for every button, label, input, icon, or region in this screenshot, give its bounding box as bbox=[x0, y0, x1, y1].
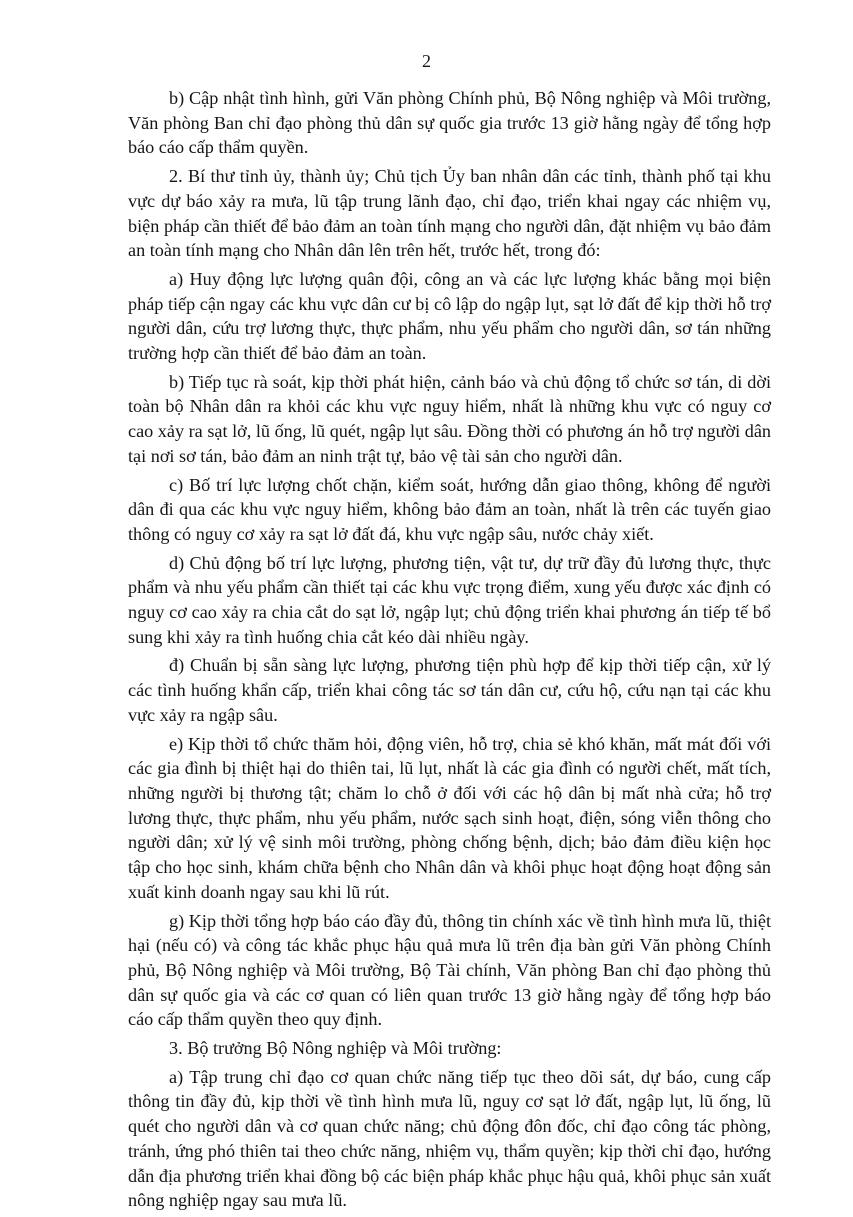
paragraph-2c-traffic-control: c) Bố trí lực lượng chốt chặn, kiểm soát, hướng dẫn giao thông, không để người dân đi qua các khu vực nguy hiểm, không bảo đảm an toàn, nhất là trên các tuyến giao thông có nguy cơ xảy ra sạt lở đất đá, khu vực ngập sâu, nước chảy xiết. bbox=[128, 474, 771, 544]
paragraph-3a-forecast-direction: a) Tập trung chỉ đạo cơ quan chức năng tiếp tục theo dõi sát, dự báo, cung cấp thông tin đầy đủ, kịp thời về tình hình mưa lũ, nguy cơ sạt lở đất, ngập lụt, lũ ống, lũ quét cho người dân và cơ quan chức năng; chủ động đôn đốc, chỉ đạo công tác phòng, tránh, ứng phó thiên tai theo chức năng, nhiệm vụ, thẩm quyền; kịp thời chỉ đạo, hướng dẫn địa phương triển khai đồng bộ các biện pháp khắc phục hậu quả, khôi phục sản xuất nông nghiệp ngay sau mưa lũ. bbox=[128, 1066, 771, 1211]
page-number: 2 bbox=[422, 51, 431, 71]
paragraph-2-provincial-leaders: 2. Bí thư tỉnh ủy, thành ủy; Chủ tịch Ủy ban nhân dân các tỉnh, thành phố tại khu vực dự báo xảy ra mưa, lũ tập trung lãnh đạo, chỉ đạo, triển khai ngay các nhiệm vụ, biện pháp cần thiết để bảo đảm an toàn tính mạng cho người dân, đặt nhiệm vụ bảo đảm an toàn tính mạng cho Nhân dân lên trên hết, trước hết, trong đó: bbox=[128, 166, 771, 261]
paragraph-2g-reporting: g) Kịp thời tổng hợp báo cáo đầy đủ, thông tin chính xác về tình hình mưa lũ, thiệt hại (nếu có) và công tác khắc phục hậu quả mưa lũ trên địa bàn gửi Văn phòng Chính phủ, Bộ Nông nghiệp và Môi trường, Bộ Tài chính, Văn phòng Ban chỉ đạo phòng thủ dân sự quốc gia và các cơ quan có liên quan trước 13 giờ hằng ngày để tổng hợp báo cáo cấp thẩm quyền theo quy định. bbox=[128, 910, 771, 1030]
paragraph-1b-report-update: b) Cập nhật tình hình, gửi Văn phòng Chính phủ, Bộ Nông nghiệp và Môi trường, Văn phòng Ban chỉ đạo phòng thủ dân sự quốc gia trước 13 giờ hằng ngày để tổng hợp báo cáo cấp thẩm quyền. bbox=[128, 88, 771, 158]
paragraph-2a-mobilize-forces: a) Huy động lực lượng quân đội, công an và các lực lượng khác bằng mọi biện pháp tiếp cận ngay các khu vực dân cư bị cô lập do ngập lụt, sạt lở đất để kịp thời hỗ trợ người dân, cứu trợ lương thực, thực phẩm, nhu yếu phẩm cho người dân, sơ tán những trường hợp cần thiết để bảo đảm an toàn. bbox=[128, 268, 771, 364]
paragraph-2dd-emergency-readiness: đ) Chuẩn bị sẵn sàng lực lượng, phương tiện phù hợp để kịp thời tiếp cận, xử lý các tình huống khẩn cấp, triển khai công tác sơ tán dân cư, cứu hộ, cứu nạn tại các khu vực xảy ra ngập sâu. bbox=[128, 655, 771, 725]
paragraph-2e-victim-support: e) Kịp thời tổ chức thăm hỏi, động viên, hỗ trợ, chia sẻ khó khăn, mất mát đối với các gia đình bị thiệt hại do thiên tai, lũ lụt, nhất là các gia đình có người chết, mất tích, những người bị thương tật; chăm lo chỗ ở đối với các hộ dân bị mất nhà cửa; hỗ trợ lương thực, thực phẩm, nhu yếu phẩm, nước sạch sinh hoạt, điện, sóng viễn thông cho người dân; xử lý vệ sinh môi trường, phòng chống bệnh, dịch; bảo đảm điều kiện học tập cho học sinh, khám chữa bệnh cho Nhân dân và khôi phục hoạt động hoạt động sản xuất kinh doanh ngay sau khi lũ rút. bbox=[128, 733, 771, 902]
paragraph-2d-supplies: d) Chủ động bố trí lực lượng, phương tiện, vật tư, dự trữ đầy đủ lương thực, thực phẩm và nhu yếu phẩm cần thiết tại các khu vực trọng điểm, xung yếu được xác định có nguy cơ cao xảy ra chia cắt do sạt lở, ngập lụt; chủ động triển khai phương án tiếp tế bổ sung khi xảy ra tình huống chia cắt kéo dài nhiều ngày. bbox=[128, 552, 771, 647]
paragraph-3-agriculture-minister: 3. Bộ trưởng Bộ Nông nghiệp và Môi trường: bbox=[169, 1038, 502, 1059]
paragraph-2b-evacuation: b) Tiếp tục rà soát, kịp thời phát hiện, cảnh báo và chủ động tổ chức sơ tán, di dời toàn bộ Nhân dân ra khỏi các khu vực nguy hiểm, nhất là những khu vực có nguy cơ cao xảy ra sạt lở, lũ ống, lũ quét, ngập lụt sâu. Đồng thời có phương án hỗ trợ người dân tại nơi sơ tán, bảo đảm an ninh trật tự, bảo vệ tài sản cho người dân. bbox=[128, 371, 771, 466]
document-body bbox=[128, 86, 771, 1217]
